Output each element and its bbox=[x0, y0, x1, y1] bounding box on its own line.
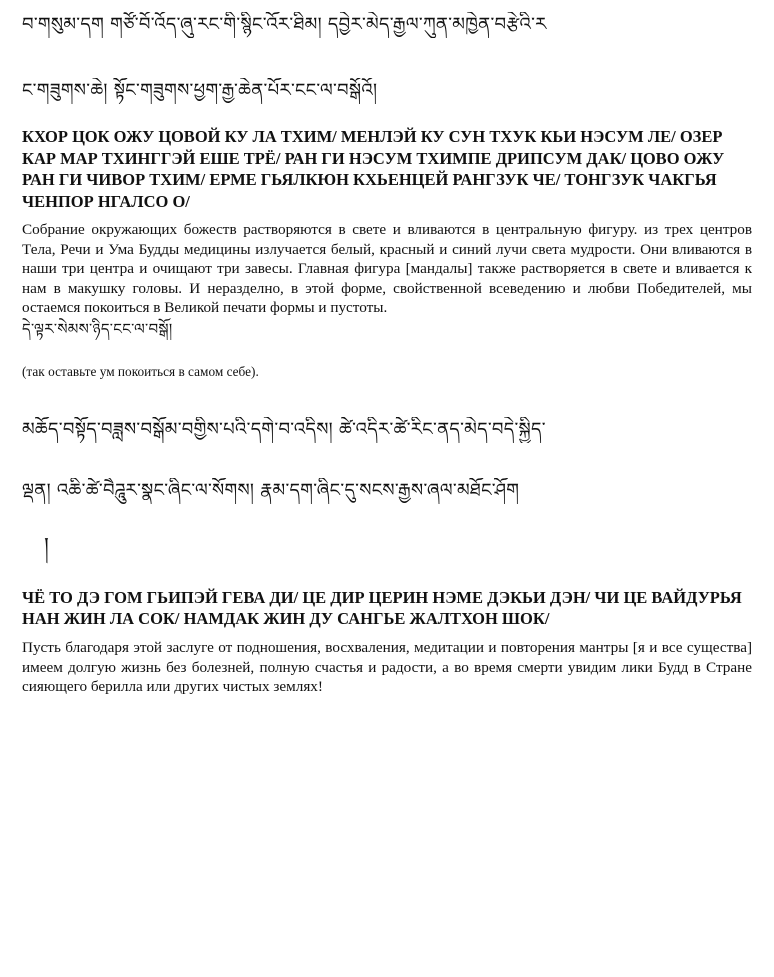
translation-paragraph-2: Пусть благодаря этой заслуге от подношения, восхваления, медитации и повторения мантры [я и все существа] имеем долгую жизнь без болезней, полную счастья и радости, а во время смерти увидим лики Будд в Стране сияющего берилла или других чистых землях! bbox=[22, 638, 752, 696]
instruction-note: (так оставьте ум покоиться в самом себе). bbox=[22, 363, 259, 379]
translation-paragraph-1: Собрание окружающих божеств растворяются в свете и вливаются в центральную фигуру. из трех центров Тела, Речи и Ума Будды медицины излучается белый, красный и синий лучи света мудрости. Они вливаются в наши три центра и очищают три завесы. Главная фигура [мандалы] также растворяется в свете и вливается к нам в макушку головы. И неразделно, в этой форме, свойственной всеведению и любви Победителей, мы остаемся покоиться в Великой печати формы и пустоты. bbox=[22, 221, 752, 317]
transliteration-verse-1: КХОР ЦОК ОЖУ ЦОВОЙ КУ ЛА ТХИМ/ МЕНЛЭЙ КУ СУН ТХУК КЬИ НЭСУМ ЛЕ/ ОЗЕР КАР МАР ТХИНГГЭЙ ЕШЕ ТРЁ/ РАН ГИ НЭСУМ ТХИМПЕ ДРИПСУМ ДАК/ ЦОВО ОЖУ РАН ГИ ЧИВОР ТХИМ/ ЕРМЕ ГЬЯЛКЮН КХЬЕНЦЕЙ РАНГЗУК ЧЕ/ ТОНГЗУК ЧАКГЬЯ ЧЕНПОР НГАЛСО О/ bbox=[22, 127, 725, 211]
transliteration-dedication: ЧЁ ТО ДЭ ГОМ ГЬИПЭЙ ГЕВА ДИ/ ЦЕ ДИР ЦЕРИН НЭМЕ ДЭКЬИ ДЭН/ ЧИ ЦЕ ВАЙДУРЬЯ НАН ЖИН ЛА СОК/ НАМДАК ЖИН ДУ САНГЬЕ ЖАЛТХОН ШОК/ bbox=[22, 587, 742, 629]
tibetan-verse-line-2: ང་གཟུགས་ཆེ། སྟོང་གཟུགས་ཕྱག་རྒྱ་ཆེན་པོར་ངང་ལ་བསྒོའོ། bbox=[22, 80, 378, 101]
tibetan-dedication-line-2: ལྡན། འཆི་ཚེ་བཻཌཱུར་སྣང་ཞིང་ལ་སོགས། རྣམ་དག་ཞིང་དུ་སངས་རྒྱས་ཞལ་མཐོང་ཤོག bbox=[22, 479, 520, 501]
tibetan-verse-line-1: བ་གསུམ་དག གཙོ་བོ་འོད་ཞུ་རང་གི་སྙིང་འོར་ཐིམ། དབྱེར་མེད་རྒྱལ་ཀུན་མཁྱེན་བརྩེའི་ར bbox=[22, 14, 547, 35]
tibetan-instruction: དེ་ལྟར་སེམས་ཉིད་ངང་ལ་བསྒོ། bbox=[22, 319, 173, 338]
tibetan-dedication-line-1: མཆོད་བསྟོད་བཟླས་བསྒོམ་བགྱིས་པའི་དགེ་བ་འདིས། ཚེ་འདིར་ཚེ་རིང་ནད་མེད་བདེ་སྐྱིད་ bbox=[22, 418, 546, 440]
tibetan-shad-mark: ། bbox=[44, 533, 49, 559]
document-page bbox=[0, 12, 774, 977]
